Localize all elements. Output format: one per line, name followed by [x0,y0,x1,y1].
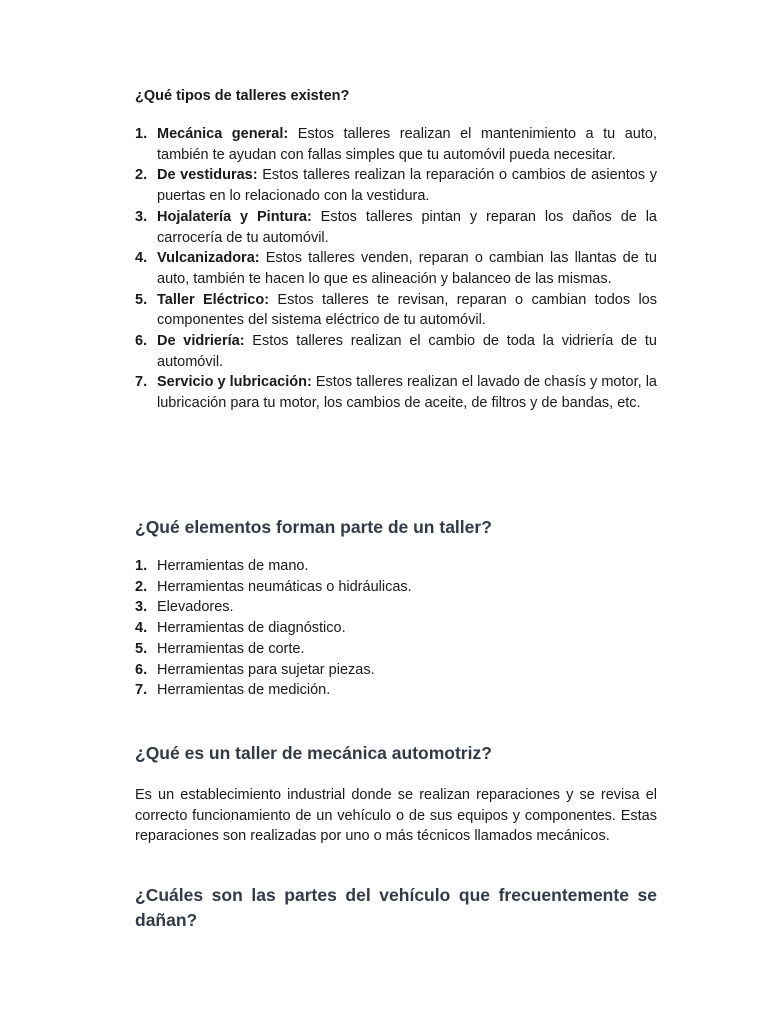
workshop-definition-paragraph: Es un establecimiento industrial donde se realizan reparaciones y se revisa el correcto funcionamiento de un vehículo o de sus equipos y componentes. Estas reparaciones son realizadas por uno o más técnicos llamados mecánicos. [135,787,657,845]
list-item [135,660,657,681]
list-text: Estos talleres te revisan, reparan o cambian todos los componentes del sistema eléctrico de tu automóvil. [157,291,657,329]
list-number: 3. [135,599,148,616]
workshop-elements-list [135,556,657,701]
list-number: 2. [135,578,148,595]
list-term: Mecánica general: [157,126,289,142]
list-text: Elevadores. [157,599,234,616]
list-term: Taller Eléctrico: [157,291,270,308]
list-number: 4. [135,620,148,637]
list-item [135,556,657,577]
list-number: 5. [135,640,148,657]
list-number: 1. [135,126,148,142]
list-text: Herramientas de mano. [157,558,309,574]
section-title-workshop-types: ¿Qué tipos de talleres existen? [135,88,350,104]
list-text: Estos talleres venden, reparan o cambian las llantas de tu auto, también te hacen lo que es alineación y balanceo de las mismas. [157,250,657,287]
list-text: Estos talleres pintan y reparan los daños de la carrocería de tu automóvil. [157,208,657,246]
section-title-damaged-parts: ¿Cuáles son las partes del vehículo que frecuentemente se dañan? [135,885,657,930]
list-text: Herramientas de medición. [157,682,331,699]
list-item [135,331,657,372]
list-text: Herramientas para sujetar piezas. [157,661,375,678]
list-term: De vestiduras: [157,167,258,184]
list-number: 3. [135,208,148,225]
list-term: De vidriería: [157,333,245,350]
list-text: Estos talleres realizan el lavado de chasís y motor, la lubricación para tu motor, los cambios de aceite, de filtros y de bandas, etc. [157,374,657,412]
list-item [135,577,657,598]
list-item [135,597,657,618]
list-item [135,165,657,206]
list-item [135,618,657,639]
list-number: 1. [135,558,148,574]
list-item [135,639,657,660]
list-number: 5. [135,291,148,308]
section-title-workshop-definition: ¿Qué es un taller de mecánica automotriz? [135,743,492,763]
list-number: 7. [135,682,148,699]
list-item [135,290,657,331]
list-number: 6. [135,333,148,350]
list-text: Estos talleres realizan el mantenimiento a tu auto, también te ayudan con fallas simples que tu automóvil pueda necesitar. [157,126,657,163]
list-number: 7. [135,374,148,391]
section-title-workshop-elements: ¿Qué elementos forman parte de un taller? [135,517,492,537]
list-number: 4. [135,250,148,267]
list-item [135,372,657,413]
list-item [135,207,657,248]
list-term: Hojalatería y Pintura: [157,208,312,225]
list-number: 2. [135,167,148,184]
list-text: Herramientas neumáticas o hidráulicas. [157,578,412,595]
workshop-types-list [135,124,657,414]
list-text: Herramientas de diagnóstico. [157,620,346,637]
list-text: Estos talleres realizan el cambio de toda la vidriería de tu automóvil. [157,333,657,370]
list-item [135,124,657,165]
list-text: Estos talleres realizan la reparación o cambios de asientos y puertas en lo relacionado con la vestidura. [157,167,657,205]
list-term: Vulcanizadora: [157,250,260,267]
list-text: Herramientas de corte. [157,640,305,657]
list-number: 6. [135,661,148,678]
list-term: Servicio y lubricación: [157,374,312,391]
list-item [135,248,657,289]
list-item [135,680,657,701]
